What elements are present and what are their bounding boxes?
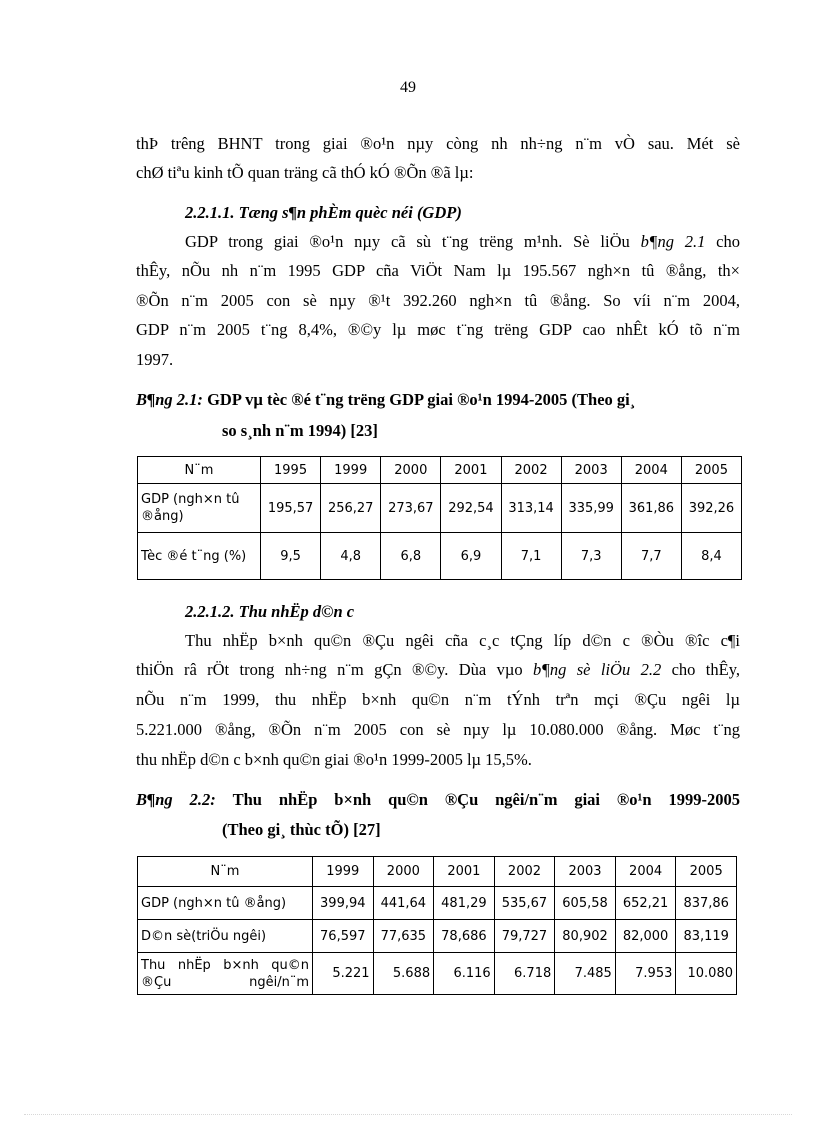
gdp-growth-table	[137, 456, 742, 580]
row-label: GDP (ngh×n tû ®ång)	[138, 887, 313, 920]
table-cell: 5.221	[313, 953, 374, 995]
gdp-paragraph-line-1	[185, 231, 740, 253]
row-label-line-1: Thu nhËp b×nh qu©n	[141, 957, 309, 973]
table-2-caption	[136, 789, 740, 811]
row-label: GDP (ngh×n tû ®ång)	[138, 484, 261, 533]
income-per-capita-table	[137, 856, 737, 995]
table-cell: 313,14	[501, 484, 561, 533]
table-header-year: 2002	[501, 457, 561, 484]
table-2-caption-line-2: (Theo gi¸ thùc tÕ) [27]	[222, 820, 381, 839]
table-header-year: 2002	[494, 857, 555, 887]
table-cell: 441,64	[373, 887, 434, 920]
table-row	[138, 953, 737, 995]
table-cell: 256,27	[321, 484, 381, 533]
section-heading-income: 2.2.1.2. Thu nhËp d©n c	[185, 602, 355, 621]
table-header-year: 1995	[261, 457, 321, 484]
table-header-year: 2004	[615, 857, 676, 887]
table-header-year: 2001	[434, 857, 495, 887]
table-header-row	[138, 457, 742, 484]
row-label: D©n sè(triÖu ngêi)	[138, 920, 313, 953]
table-cell: 273,67	[381, 484, 441, 533]
income-paragraph-line-4: 5.221.000 ®ång, ®Õn n¨m 2005 con sè nµy lµ 10.080.000 ®ång. Møc t¨ng	[136, 720, 740, 739]
table-cell: 6,8	[381, 533, 441, 580]
table-row	[138, 484, 742, 533]
table-header-year: 2000	[373, 857, 434, 887]
table-cell: 7,3	[561, 533, 621, 580]
gdp-paragraph-line-3: ®Õn n¨m 2005 con sè nµy ®¹t 392.260 ngh×n tû ®ång. So víi n¨m 2004,	[136, 291, 740, 310]
table-cell: 399,94	[313, 887, 374, 920]
table-reference: b¶ng sè liÖu 2.2	[532, 660, 662, 679]
table-cell: 195,57	[261, 484, 321, 533]
table-cell: 5.688	[373, 953, 434, 995]
gdp-paragraph-text: cho	[705, 232, 740, 251]
table-cell: 481,29	[434, 887, 495, 920]
intro-line-2: chØ tiªu kinh tÕ quan träng cã thÓ kÓ ®Õn ®ã lµ:	[136, 163, 474, 182]
table-row	[138, 920, 737, 953]
table-header-year: 2004	[621, 457, 681, 484]
table-cell: 79,727	[494, 920, 555, 953]
table-2-caption-label: B¶ng 2.2:	[136, 790, 216, 809]
table-row	[138, 887, 737, 920]
table-header-year: 2001	[441, 457, 501, 484]
table-cell: 361,86	[621, 484, 681, 533]
table-header-year: 1999	[313, 857, 374, 887]
table-cell: 10.080	[676, 953, 737, 995]
table-cell: 7.953	[615, 953, 676, 995]
table-reference: b¶ng 2.1	[640, 232, 706, 251]
table-cell: 7,1	[501, 533, 561, 580]
table-1-caption	[136, 389, 740, 411]
table-row	[138, 533, 742, 580]
table-header-label: N¨m	[138, 457, 261, 484]
table-cell: 82,000	[615, 920, 676, 953]
gdp-paragraph-line-2: thÊy, nÕu nh n¨m 1995 GDP cña ViÖt Nam lµ 195.567 ngh×n tû ®ång, th×	[136, 261, 740, 280]
table-cell: 535,67	[494, 887, 555, 920]
row-label: Tèc ®é t¨ng (%)	[138, 533, 261, 580]
table-header-year: 1999	[321, 457, 381, 484]
table-cell: 292,54	[441, 484, 501, 533]
page-bottom-divider	[24, 1114, 792, 1115]
table-cell: 335,99	[561, 484, 621, 533]
table-cell: 4,8	[321, 533, 381, 580]
table-cell: 6.718	[494, 953, 555, 995]
table-cell: 392,26	[681, 484, 741, 533]
table-cell: 837,86	[676, 887, 737, 920]
table-cell: 6,9	[441, 533, 501, 580]
table-header-year: 2003	[555, 857, 616, 887]
table-header-row	[138, 857, 737, 887]
table-cell: 76,597	[313, 920, 374, 953]
gdp-paragraph-line-4: GDP n¨m 2005 t¨ng 8,4%, ®©y lµ møc t¨ng trëng GDP cao nhÊt kÓ tõ n¨m	[136, 320, 740, 339]
page-number: 49	[400, 79, 416, 96]
income-paragraph-line-1: Thu nhËp b×nh qu©n ®Çu ngêi cña c¸c tÇng líp d©n c ®Òu ®îc c¶i	[185, 631, 740, 650]
table-cell: 83,119	[676, 920, 737, 953]
table-cell: 605,58	[555, 887, 616, 920]
table-2-caption-text: Thu nhËp b×nh qu©n ®Çu ngêi/n¨m giai ®o¹n 1999-2005	[232, 790, 740, 809]
table-header-year: 2005	[681, 457, 741, 484]
table-header-label: N¨m	[138, 857, 313, 887]
table-cell: 652,21	[615, 887, 676, 920]
table-1-caption-text: GDP vµ tèc ®é t¨ng trëng GDP giai ®o¹n 1994-2005 (Theo gi¸	[207, 390, 636, 409]
table-1-caption-line-2: so s¸nh n¨m 1994) [23]	[222, 421, 378, 440]
table-cell: 77,635	[373, 920, 434, 953]
table-cell: 7.485	[555, 953, 616, 995]
income-paragraph-text: cho thÊy,	[661, 660, 740, 679]
table-1-caption-label: B¶ng 2.1:	[136, 390, 203, 409]
row-label-line-2: ®Çu ngêi/n¨m	[141, 974, 309, 990]
table-cell: 7,7	[621, 533, 681, 580]
table-cell: 8,4	[681, 533, 741, 580]
table-cell: 9,5	[261, 533, 321, 580]
table-header-year: 2005	[676, 857, 737, 887]
gdp-paragraph-line-5: 1997.	[136, 350, 174, 369]
gdp-paragraph-text: GDP trong giai ®o¹n nµy cã sù t¨ng trëng m¹nh. Sè liÖu	[185, 232, 641, 251]
table-cell: 80,902	[555, 920, 616, 953]
section-heading-gdp: 2.2.1.1. Tæng s¶n phÈm quèc néi (GDP)	[185, 203, 462, 222]
table-header-year: 2003	[561, 457, 621, 484]
income-paragraph-line-5: thu nhËp d©n c b×nh qu©n giai ®o¹n 1999-2005 lµ 15,5%.	[136, 750, 532, 769]
table-cell: 78,686	[434, 920, 495, 953]
income-paragraph-line-2	[136, 659, 740, 681]
income-paragraph-text: thiÖn râ rÖt trong nh÷ng n¨m gÇn ®©y. Dùa vµo	[136, 660, 533, 679]
income-paragraph-line-3: nÕu n¨m 1999, thu nhËp b×nh qu©n n¨m tÝnh trªn mçi ®Çu ngêi lµ	[136, 690, 740, 709]
table-header-year: 2000	[381, 457, 441, 484]
intro-line-1: thÞ trêng BHNT trong giai ®o¹n nµy còng nh nh÷ng n¨m vÒ sau. Mét sè	[136, 134, 740, 153]
table-cell: 6.116	[434, 953, 495, 995]
row-label	[138, 953, 313, 995]
